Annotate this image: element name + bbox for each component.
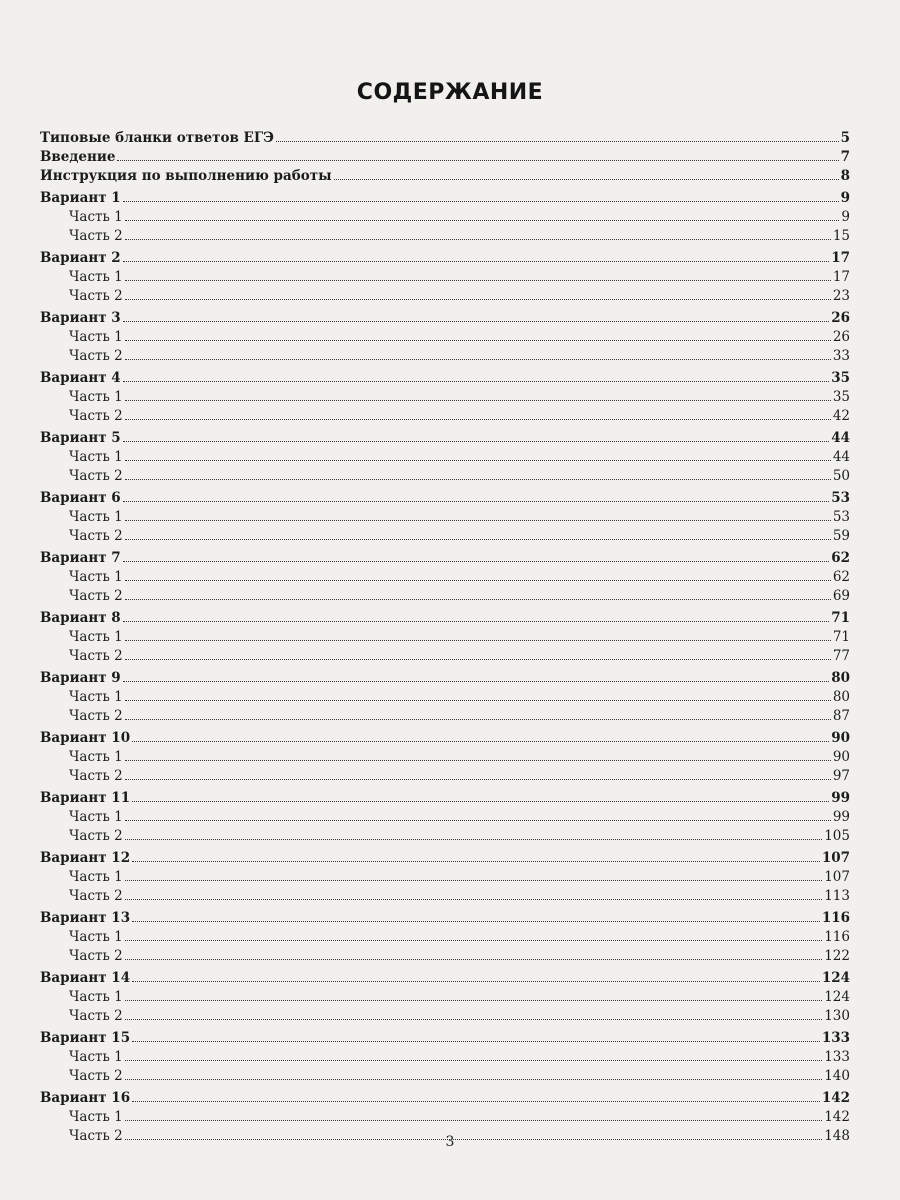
toc-entry-label: Вариант 5	[40, 430, 121, 446]
toc-subentry	[40, 868, 850, 887]
toc-entry-page: 140	[824, 1068, 850, 1084]
toc-entry-page: 148	[824, 1128, 850, 1144]
toc-subentry	[40, 1067, 850, 1086]
toc-entry-label: Часть 2	[69, 1008, 123, 1024]
toc-entry-label: Часть 2	[69, 708, 123, 724]
dot-leader	[125, 887, 822, 900]
toc-entry	[40, 729, 850, 748]
toc-entry-label: Вариант 11	[40, 790, 131, 806]
dot-leader	[123, 249, 830, 262]
dot-leader	[125, 928, 822, 941]
toc-entry-label: Вариант 10	[40, 730, 131, 746]
toc-entry-page: 44	[831, 430, 850, 446]
toc-entry-page: 26	[832, 329, 850, 345]
toc-entry-page: 62	[831, 550, 850, 566]
dot-leader	[123, 549, 830, 562]
dot-leader	[125, 647, 831, 660]
toc-entry-label: Часть 2	[69, 948, 123, 964]
toc-entry	[40, 369, 850, 388]
toc-entry-page: 7	[840, 149, 850, 165]
toc-entry	[40, 549, 850, 568]
toc-entry	[40, 849, 850, 868]
toc-entry-page: 33	[832, 348, 850, 364]
toc-entry-page: 15	[832, 228, 850, 244]
dot-leader	[125, 527, 831, 540]
toc-entry-page: 87	[832, 708, 850, 724]
toc-entry-label: Часть 1	[69, 449, 123, 465]
toc-entry-page: 44	[832, 449, 850, 465]
dot-leader	[123, 609, 830, 622]
toc-subentry	[40, 988, 850, 1007]
toc-subentry	[40, 407, 850, 426]
toc-subentry	[40, 887, 850, 906]
toc-entry-label: Часть 1	[69, 389, 123, 405]
toc-entry	[40, 129, 850, 148]
toc-entry-page: 116	[824, 929, 850, 945]
toc-entry-label: Вариант 4	[40, 370, 121, 386]
toc-entry-label: Часть 2	[69, 828, 123, 844]
toc-entry-label: Вариант 8	[40, 610, 121, 626]
dot-leader	[132, 789, 829, 802]
toc-entry-page: 8	[840, 168, 850, 184]
toc-subentry	[40, 287, 850, 306]
toc-entry	[40, 969, 850, 988]
toc-entry-page: 62	[832, 569, 850, 585]
toc-entry-label: Часть 2	[69, 1068, 123, 1084]
toc-entry	[40, 309, 850, 328]
toc-entry-page: 80	[831, 670, 850, 686]
dot-leader	[125, 808, 831, 821]
toc-entry-page: 116	[821, 910, 850, 926]
toc-entry-label: Часть 2	[69, 228, 123, 244]
toc-entry-label: Часть 1	[69, 509, 123, 525]
toc-subentry	[40, 688, 850, 707]
dot-leader	[125, 767, 831, 780]
toc-subentry	[40, 647, 850, 666]
toc-subentry	[40, 767, 850, 786]
toc-entry-page: 90	[832, 749, 850, 765]
toc-entry-page: 35	[831, 370, 850, 386]
page-title: СОДЕРЖАНИЕ	[356, 80, 544, 105]
dot-leader	[125, 707, 831, 720]
dot-leader	[123, 309, 830, 322]
toc-entry-page: 113	[824, 888, 850, 904]
dot-leader	[125, 1048, 822, 1061]
toc-entry-label: Вариант 1	[40, 190, 121, 206]
toc-entry-label: Часть 1	[69, 1109, 123, 1125]
dot-leader	[125, 448, 831, 461]
toc-entry-page: 142	[824, 1109, 850, 1125]
toc-entry-label: Часть 2	[69, 888, 123, 904]
dot-leader	[125, 328, 831, 341]
toc-entry	[40, 1029, 850, 1048]
toc-subentry	[40, 328, 850, 347]
toc-entry-page: 5	[840, 130, 850, 146]
dot-leader	[125, 947, 822, 960]
toc-entry-label: Часть 2	[69, 768, 123, 784]
toc-entry-page: 53	[832, 509, 850, 525]
toc-entry-label: Вариант 7	[40, 550, 121, 566]
toc-entry	[40, 489, 850, 508]
toc-entry-label: Часть 2	[69, 468, 123, 484]
toc-subentry	[40, 467, 850, 486]
toc-subentry	[40, 347, 850, 366]
toc-entry-page: 130	[824, 1008, 850, 1024]
toc-entry-label: Часть 1	[69, 269, 123, 285]
toc-subentry	[40, 1048, 850, 1067]
toc-entry-label: Часть 2	[69, 288, 123, 304]
dot-leader	[125, 1007, 822, 1020]
toc-entry-page: 77	[832, 648, 850, 664]
toc-entry-page: 105	[824, 828, 850, 844]
toc-entry-label: Вариант 13	[40, 910, 131, 926]
toc-entry	[40, 189, 850, 208]
toc-entry-page: 50	[832, 468, 850, 484]
toc-entry-label: Часть 2	[69, 588, 123, 604]
toc-entry-label: Часть 1	[69, 929, 123, 945]
toc-entry-label: Вариант 12	[40, 850, 131, 866]
dot-leader	[334, 167, 839, 180]
toc-subentry	[40, 527, 850, 546]
toc-subentry	[40, 268, 850, 287]
dot-leader	[132, 969, 820, 982]
toc-subentry	[40, 448, 850, 467]
toc-entry-page: 107	[824, 869, 850, 885]
toc-subentry	[40, 208, 850, 227]
toc-entry-page: 23	[832, 288, 850, 304]
dot-leader	[125, 868, 822, 881]
dot-leader	[125, 628, 831, 641]
dot-leader	[123, 489, 830, 502]
toc-entry-label: Часть 2	[69, 1128, 123, 1144]
toc-subentry	[40, 508, 850, 527]
toc-entry-page: 9	[840, 190, 850, 206]
toc-entry-label: Часть 2	[69, 348, 123, 364]
toc-entry-label: Вариант 14	[40, 970, 131, 986]
toc-subentry	[40, 947, 850, 966]
dot-leader	[123, 429, 830, 442]
toc-subentry	[40, 388, 850, 407]
toc-entry-label: Вариант 6	[40, 490, 121, 506]
toc-entry-label: Типовые бланки ответов ЕГЭ	[40, 130, 274, 146]
toc-entry-page: 124	[824, 989, 850, 1005]
page-number: 3	[445, 1134, 455, 1150]
dot-leader	[125, 748, 831, 761]
table-of-contents	[40, 129, 850, 1146]
dot-leader	[125, 587, 831, 600]
dot-leader	[123, 189, 839, 202]
toc-entry-label: Часть 2	[69, 528, 123, 544]
toc-entry	[40, 167, 850, 186]
dot-leader	[125, 688, 831, 701]
toc-entry-page: 71	[831, 610, 850, 626]
toc-entry-page: 97	[832, 768, 850, 784]
dot-leader	[125, 407, 831, 420]
toc-entry-page: 71	[832, 629, 850, 645]
dot-leader	[125, 988, 822, 1001]
toc-subentry	[40, 928, 850, 947]
toc-subentry	[40, 707, 850, 726]
toc-entry-label: Часть 1	[69, 809, 123, 825]
toc-entry-label: Вариант 9	[40, 670, 121, 686]
toc-entry-page: 133	[824, 1049, 850, 1065]
toc-entry-page: 142	[821, 1090, 850, 1106]
toc-entry	[40, 789, 850, 808]
toc-entry-page: 99	[832, 809, 850, 825]
dot-leader	[125, 827, 822, 840]
toc-entry-label: Инструкция по выполнению работы	[40, 168, 332, 184]
toc-entry-label: Часть 1	[69, 749, 123, 765]
toc-subentry	[40, 227, 850, 246]
toc-entry-page: 42	[832, 408, 850, 424]
toc-entry-page: 133	[821, 1030, 850, 1046]
toc-subentry	[40, 748, 850, 767]
dot-leader	[125, 208, 840, 221]
toc-subentry	[40, 587, 850, 606]
toc-subentry	[40, 568, 850, 587]
toc-entry	[40, 609, 850, 628]
dot-leader	[125, 347, 831, 360]
toc-entry-page: 35	[832, 389, 850, 405]
toc-entry-label: Часть 2	[69, 648, 123, 664]
toc-entry-label: Часть 1	[69, 629, 123, 645]
toc-entry-label: Часть 1	[69, 989, 123, 1005]
dot-leader	[276, 129, 839, 142]
toc-entry	[40, 909, 850, 928]
toc-entry-page: 124	[821, 970, 850, 986]
toc-entry-page: 90	[831, 730, 850, 746]
dot-leader	[132, 909, 820, 922]
dot-leader	[132, 849, 820, 862]
toc-entry-page: 53	[831, 490, 850, 506]
toc-entry-label: Часть 1	[69, 869, 123, 885]
toc-entry-label: Вариант 3	[40, 310, 121, 326]
dot-leader	[123, 369, 830, 382]
toc-subentry	[40, 628, 850, 647]
toc-entry-page: 107	[821, 850, 850, 866]
toc-entry-page: 9	[841, 209, 850, 225]
dot-leader	[123, 669, 830, 682]
toc-entry	[40, 148, 850, 167]
dot-leader	[117, 148, 838, 161]
toc-entry-label: Часть 1	[69, 209, 123, 225]
toc-entry-page: 26	[831, 310, 850, 326]
toc-entry-label: Введение	[40, 149, 116, 165]
toc-entry-label: Вариант 15	[40, 1030, 131, 1046]
dot-leader	[132, 1029, 820, 1042]
dot-leader	[132, 1089, 820, 1102]
toc-entry-label: Вариант 16	[40, 1090, 131, 1106]
toc-entry-page: 59	[832, 528, 850, 544]
toc-entry	[40, 429, 850, 448]
toc-subentry	[40, 827, 850, 846]
toc-entry-label: Часть 1	[69, 569, 123, 585]
dot-leader	[125, 268, 831, 281]
dot-leader	[125, 568, 831, 581]
toc-subentry	[40, 808, 850, 827]
toc-entry-page: 69	[832, 588, 850, 604]
toc-subentry	[40, 1007, 850, 1026]
toc-entry-page: 99	[831, 790, 850, 806]
dot-leader	[125, 508, 831, 521]
toc-entry-label: Вариант 2	[40, 250, 121, 266]
toc-entry-page: 17	[831, 250, 850, 266]
dot-leader	[125, 227, 831, 240]
toc-entry-label: Часть 1	[69, 689, 123, 705]
dot-leader	[125, 388, 831, 401]
toc-entry-page: 17	[832, 269, 850, 285]
dot-leader	[125, 1108, 822, 1121]
toc-entry-label: Часть 2	[69, 408, 123, 424]
dot-leader	[125, 287, 831, 300]
toc-entry	[40, 249, 850, 268]
toc-entry-label: Часть 1	[69, 1049, 123, 1065]
toc-entry-page: 80	[832, 689, 850, 705]
toc-entry	[40, 669, 850, 688]
toc-subentry	[40, 1108, 850, 1127]
dot-leader	[125, 1067, 822, 1080]
toc-entry-label: Часть 1	[69, 329, 123, 345]
dot-leader	[132, 729, 829, 742]
toc-entry-page: 122	[824, 948, 850, 964]
dot-leader	[125, 467, 831, 480]
toc-entry	[40, 1089, 850, 1108]
